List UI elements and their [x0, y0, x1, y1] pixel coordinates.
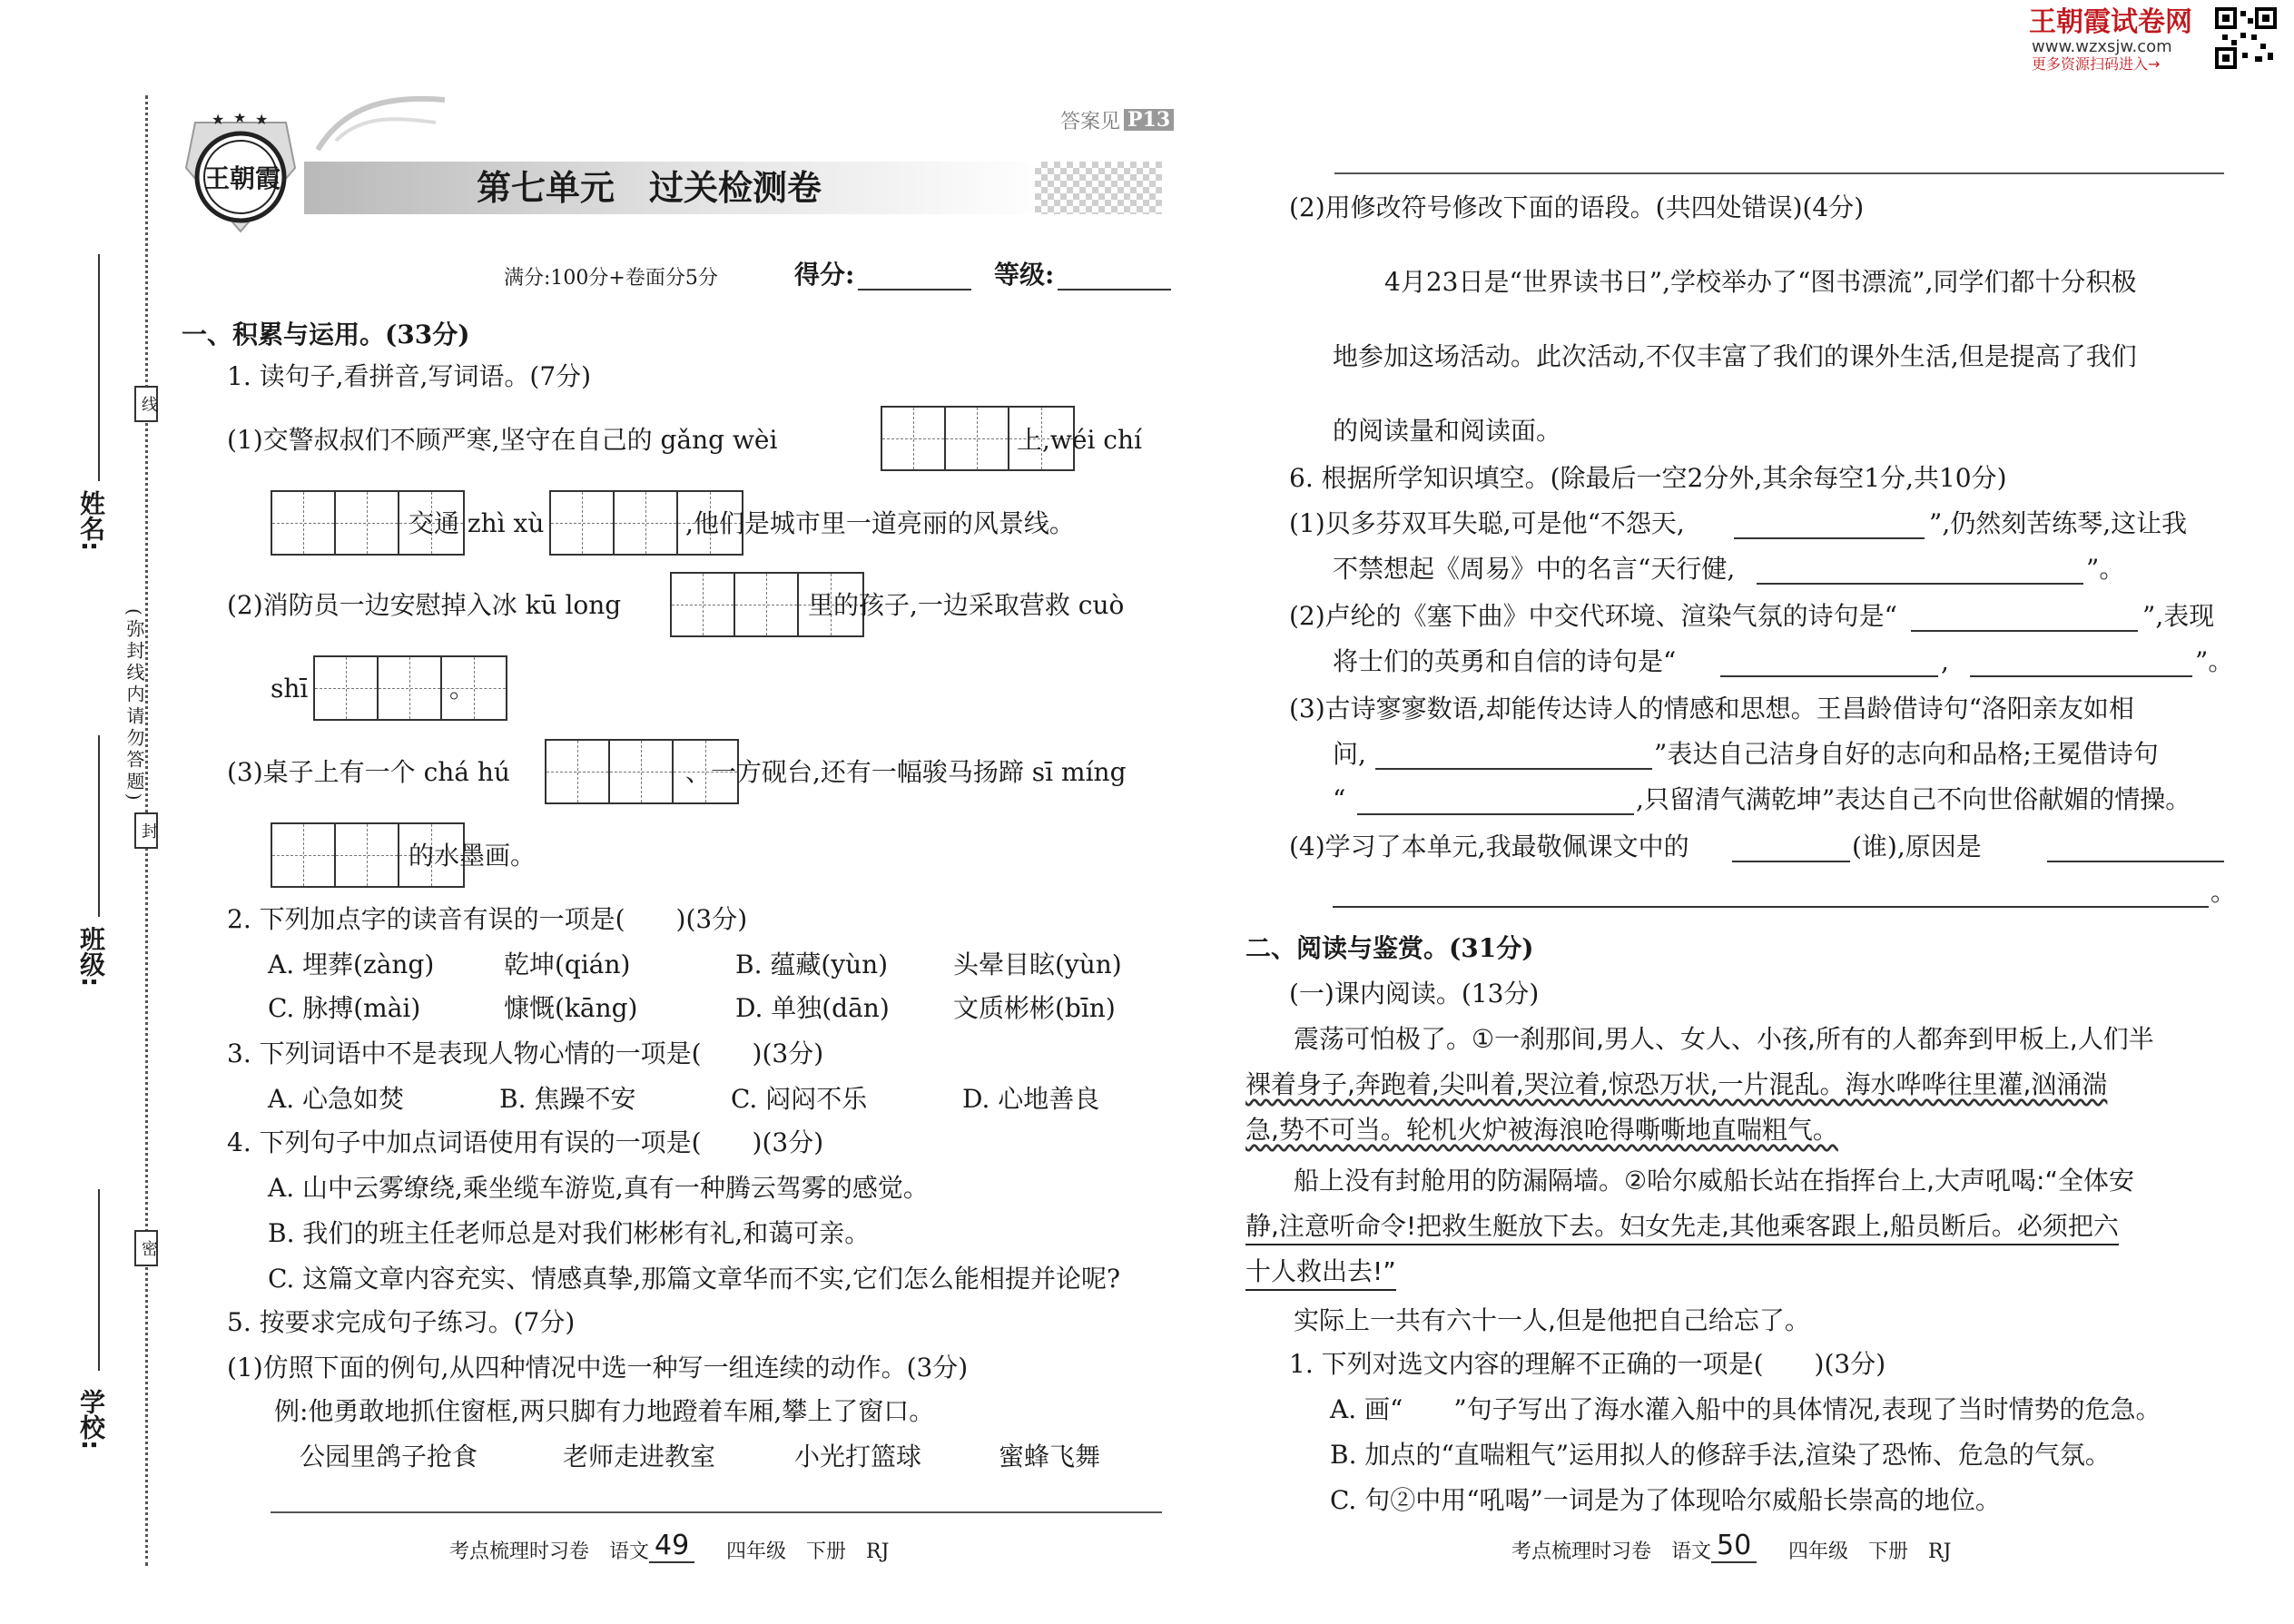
q1-2-text-d: 。: [449, 674, 476, 704]
ribbon-decoration: [309, 86, 454, 159]
reading-line-2: 裸着身子,奔跑着,尖叫着,哭泣着,惊恐万状,一片混乱。海水哗哗往里灌,汹涌湍: [1245, 1069, 2108, 1099]
rq1-option-a: A. 画“ ”句子写出了海水灌入船中的具体情况,表现了当时情势的危急。: [1330, 1394, 2161, 1424]
q6-3-text-a: (3)古诗寥寥数语,却能传达诗人的情感和思想。王昌龄借诗句“洛阳亲友如相: [1289, 694, 2134, 723]
q2-option-c2: 慷慨(kāng): [504, 993, 638, 1023]
rq1-option-c: C. 句②中用“吼喝”一词是为了体现哈尔威船长崇高的地位。: [1330, 1485, 2001, 1515]
q1-1-text-d: ,他们是城市里一道亮丽的风景线。: [685, 508, 1075, 538]
brand-name: 王朝霞试卷网: [2029, 6, 2192, 38]
logo-text: 王朝霞: [204, 163, 281, 193]
svg-text:★: ★: [233, 113, 247, 126]
section-1-heading: 一、积累与运用。(33分): [182, 320, 470, 349]
reading-line-5: 静,注意听命令!把救生艇放下去。妇女先走,其他乘客跟上,船员断后。必须把六: [1245, 1211, 2119, 1245]
q6-2-text-a: (2)卢纶的《塞下曲》中交代环境、渲染气氛的诗句是“: [1289, 601, 1897, 631]
q4-option-b: B. 我们的班主任老师总是对我们彬彬有礼,和蔼可亲。: [268, 1218, 871, 1248]
q6-2-text-d: ,: [1941, 646, 1949, 676]
q6-1-text-d: ”。: [2086, 554, 2125, 584]
q6-4-text-a: (4)学习了本单元,我最敬佩课文中的: [1289, 832, 1689, 861]
q6-4-blank-3[interactable]: [1333, 882, 2209, 908]
seal-mark-seal: 封: [134, 812, 158, 849]
q6-4-text-c: 。: [2210, 877, 2237, 907]
q2-option-c1: C. 脉搏(mài): [268, 993, 421, 1023]
q5-choice-1: 公园里鸽子抢食: [300, 1442, 478, 1471]
q6-4-blank-1[interactable]: [1732, 837, 1850, 862]
q5-choice-4: 蜜蜂飞舞: [999, 1442, 1101, 1471]
brand-url: www.wzxsjw.com: [2032, 37, 2172, 56]
q6-3-text-b: 问,: [1333, 739, 1366, 769]
q1-2-text-a: (2)消防员一边安慰掉入冰 kū long: [227, 590, 622, 620]
edit-paragraph-line-1: 4月23日是“世界读书日”,学校举办了“图书漂流”,同学们都十分积极: [1384, 267, 2137, 297]
q4-option-c: C. 这篇文章内容充实、情感真挚,那篇文章华而不实,它们怎么能相提并论呢?: [268, 1264, 1121, 1294]
q1-1-text-b: 上,wéi chí: [1017, 425, 1142, 455]
q5-example: 例:他勇敢地抓住窗框,两只脚有力地蹬着车厢,攀上了窗口。: [274, 1396, 935, 1426]
seal-mark-line: 线: [134, 386, 158, 422]
q4-option-a: A. 山中云雾缭绕,乘坐缆车游览,真有一种腾云驾雾的感觉。: [268, 1173, 929, 1203]
q6-1-text-c: 不禁想起《周易》中的名言“天行健,: [1333, 554, 1736, 584]
school-label: 学校:: [76, 1389, 106, 1451]
q1-1-text-c: 交通 zhì xù: [409, 508, 545, 538]
q5-2-prompt: (2)用修改符号修改下面的语段。(共四处错误)(4分): [1289, 192, 1865, 222]
q4-prompt: 4. 下列句子中加点词语使用有误的一项是( )(3分): [227, 1127, 824, 1157]
score-field[interactable]: [858, 265, 971, 290]
svg-text:★: ★: [255, 113, 269, 128]
q1-prompt: 1. 读句子,看拼音,写词语。(7分): [227, 361, 592, 391]
q2-option-d1: D. 单独(dān): [735, 993, 890, 1023]
q5-1-prompt: (1)仿照下面的例句,从四种情况中选一种写一组连续的动作。(3分): [227, 1353, 969, 1383]
q6-4-text-b: (谁),原因是: [1852, 832, 1982, 861]
reading-line-4: 船上没有封舱用的防漏隔墙。②哈尔威船长站在指挥台上,大声吼喝:“全体安: [1294, 1166, 2134, 1196]
q6-1-text-b: ”,仍然刻苦练琴,这让我: [1929, 508, 2188, 538]
q1-3-text-c: 的水墨画。: [409, 841, 537, 871]
ribbon-icon: [309, 86, 454, 159]
q6-2-blank-3[interactable]: [1970, 652, 2192, 677]
q2-option-d2: 文质彬彬(bīn): [953, 993, 1116, 1023]
section-2-sub-1: (一)课内阅读。(13分): [1289, 979, 1540, 1009]
q2-option-b2: 头晕目眩(yùn): [953, 950, 1122, 979]
logo: [177, 113, 304, 236]
name-line: [98, 254, 100, 481]
section-2-heading: 二、阅读与鉴赏。(31分): [1245, 933, 1534, 963]
qr-code-icon[interactable]: [2215, 7, 2277, 69]
page-title: 第七单元 过关检测卷: [477, 168, 822, 208]
q1-3-text-a: (3)桌子上有一个 chá hú: [227, 757, 510, 787]
q6-1-blank-1[interactable]: [1734, 514, 1925, 539]
answer-line-q5-1-continued[interactable]: [1334, 172, 2224, 174]
score-info: 满分:100分+卷面分5分: [504, 267, 718, 290]
brand-scan-text: 更多资源扫码进入→: [2032, 55, 2161, 73]
reading-line-3: 急,势不可当。轮机火炉被海浪呛得嘶嘶地直喘粗气。: [1245, 1115, 1838, 1145]
grade-label: 等级:: [994, 260, 1055, 290]
q1-2-text-c: shī: [271, 674, 309, 704]
q6-2-text-e: ”。: [2195, 646, 2234, 676]
page-number-left: 49: [649, 1530, 694, 1563]
footer-right-grade: 四年级 下册 RJ: [1788, 1540, 1952, 1563]
q2-option-b1: B. 蕴藏(yùn): [735, 950, 889, 979]
q6-3-blank-1[interactable]: [1375, 744, 1652, 770]
q1-2-answer-box-2[interactable]: [313, 655, 507, 721]
school-line: [98, 1189, 100, 1371]
score-label: 得分:: [794, 260, 855, 290]
q6-4-blank-2[interactable]: [2047, 837, 2224, 862]
rq1-prompt: 1. 下列对选文内容的理解不正确的一项是( )(3分): [1289, 1349, 1886, 1379]
q5-choice-2: 老师走进教室: [563, 1442, 716, 1471]
seal-note: (弥封线内请勿答题): [123, 608, 145, 804]
edit-paragraph-line-3: 的阅读量和阅读面。: [1333, 416, 1562, 446]
footer-right-label: 考点梳理时习卷 语文: [1511, 1540, 1712, 1563]
q6-2-blank-2[interactable]: [1720, 652, 1938, 677]
answer-page-badge: P13: [1124, 109, 1174, 131]
q6-3-text-d: “: [1333, 784, 1346, 814]
q3-option-a: A. 心急如焚: [268, 1084, 405, 1114]
svg-text:★: ★: [212, 113, 225, 128]
reading-line-1: 震荡可怕极了。①一刹那间,男人、女人、小孩,所有的人都奔到甲板上,人们半: [1294, 1024, 2154, 1054]
name-label: 姓名:: [76, 490, 106, 552]
seal-mark-secret: 密: [134, 1230, 158, 1266]
q5-choice-3: 小光打篮球: [794, 1442, 922, 1471]
answer-ref: 答案见: [1060, 111, 1121, 133]
answer-line-q5-1[interactable]: [271, 1511, 1162, 1513]
q6-3-text-c: ”表达自己洁身自好的志向和品格;王冕借诗句: [1654, 739, 2159, 769]
page-number-right: 50: [1711, 1530, 1757, 1563]
q3-option-c: C. 闷闷不乐: [731, 1084, 868, 1114]
reading-line-7: 实际上一共有六十一人,但是他把自己给忘了。: [1294, 1305, 1810, 1335]
q6-2-text-b: ”,表现: [2142, 601, 2215, 631]
q1-1-text-a: (1)交警叔叔们不顾严寒,坚守在自己的 gǎng wèi: [227, 425, 778, 455]
q6-2-text-c: 将士们的英勇和自信的诗句是“: [1333, 646, 1677, 676]
q2-option-a2: 乾坤(qián): [504, 950, 631, 979]
grade-field[interactable]: [1058, 265, 1171, 290]
q3-option-b: B. 焦躁不安: [499, 1084, 636, 1114]
class-label: 班级:: [76, 926, 106, 988]
q5-prompt: 5. 按要求完成句子练习。(7分): [227, 1307, 576, 1337]
q6-1-text-a: (1)贝多芬双耳失聪,可是他“不怨天,: [1289, 508, 1685, 538]
class-line: [98, 735, 100, 917]
reading-line-6: 十人救出去!”: [1245, 1256, 1396, 1291]
q3-prompt: 3. 下列词语中不是表现人物心情的一项是( )(3分): [227, 1038, 824, 1068]
q2-option-a1: A. 埋葬(zàng): [268, 950, 435, 979]
q1-3-text-b: 、一方砚台,还有一幅骏马扬蹄 sī míng: [685, 757, 1127, 787]
footer-left-label: 考点梳理时习卷 语文: [449, 1540, 650, 1563]
q6-1-blank-2[interactable]: [1757, 559, 2083, 585]
q2-prompt: 2. 下列加点字的读音有误的一项是( )(3分): [227, 904, 748, 934]
rq1-option-b: B. 加点的“直喘粗气”运用拟人的修辞手法,渲染了恐怖、危急的气氛。: [1330, 1440, 2111, 1470]
q3-option-d: D. 心地善良: [962, 1084, 1100, 1114]
q1-2-text-b: 里的孩子,一边采取营救 cuò: [808, 590, 1125, 620]
q6-3-text-e: ,只留清气满乾坤”表达自己不向世俗献媚的情操。: [1636, 784, 2191, 814]
footer-left-grade: 四年级 下册 RJ: [726, 1540, 890, 1563]
q6-2-blank-1[interactable]: [1911, 606, 2138, 632]
q6-prompt: 6. 根据所学知识填空。(除最后一空2分外,其余每空1分,共10分): [1289, 463, 2007, 493]
checker-decoration: [1035, 162, 1162, 214]
edit-paragraph-line-2: 地参加这场活动。此次活动,不仅丰富了我们的课外生活,但是提高了我们: [1333, 341, 2137, 371]
q6-3-blank-2[interactable]: [1357, 790, 1634, 815]
